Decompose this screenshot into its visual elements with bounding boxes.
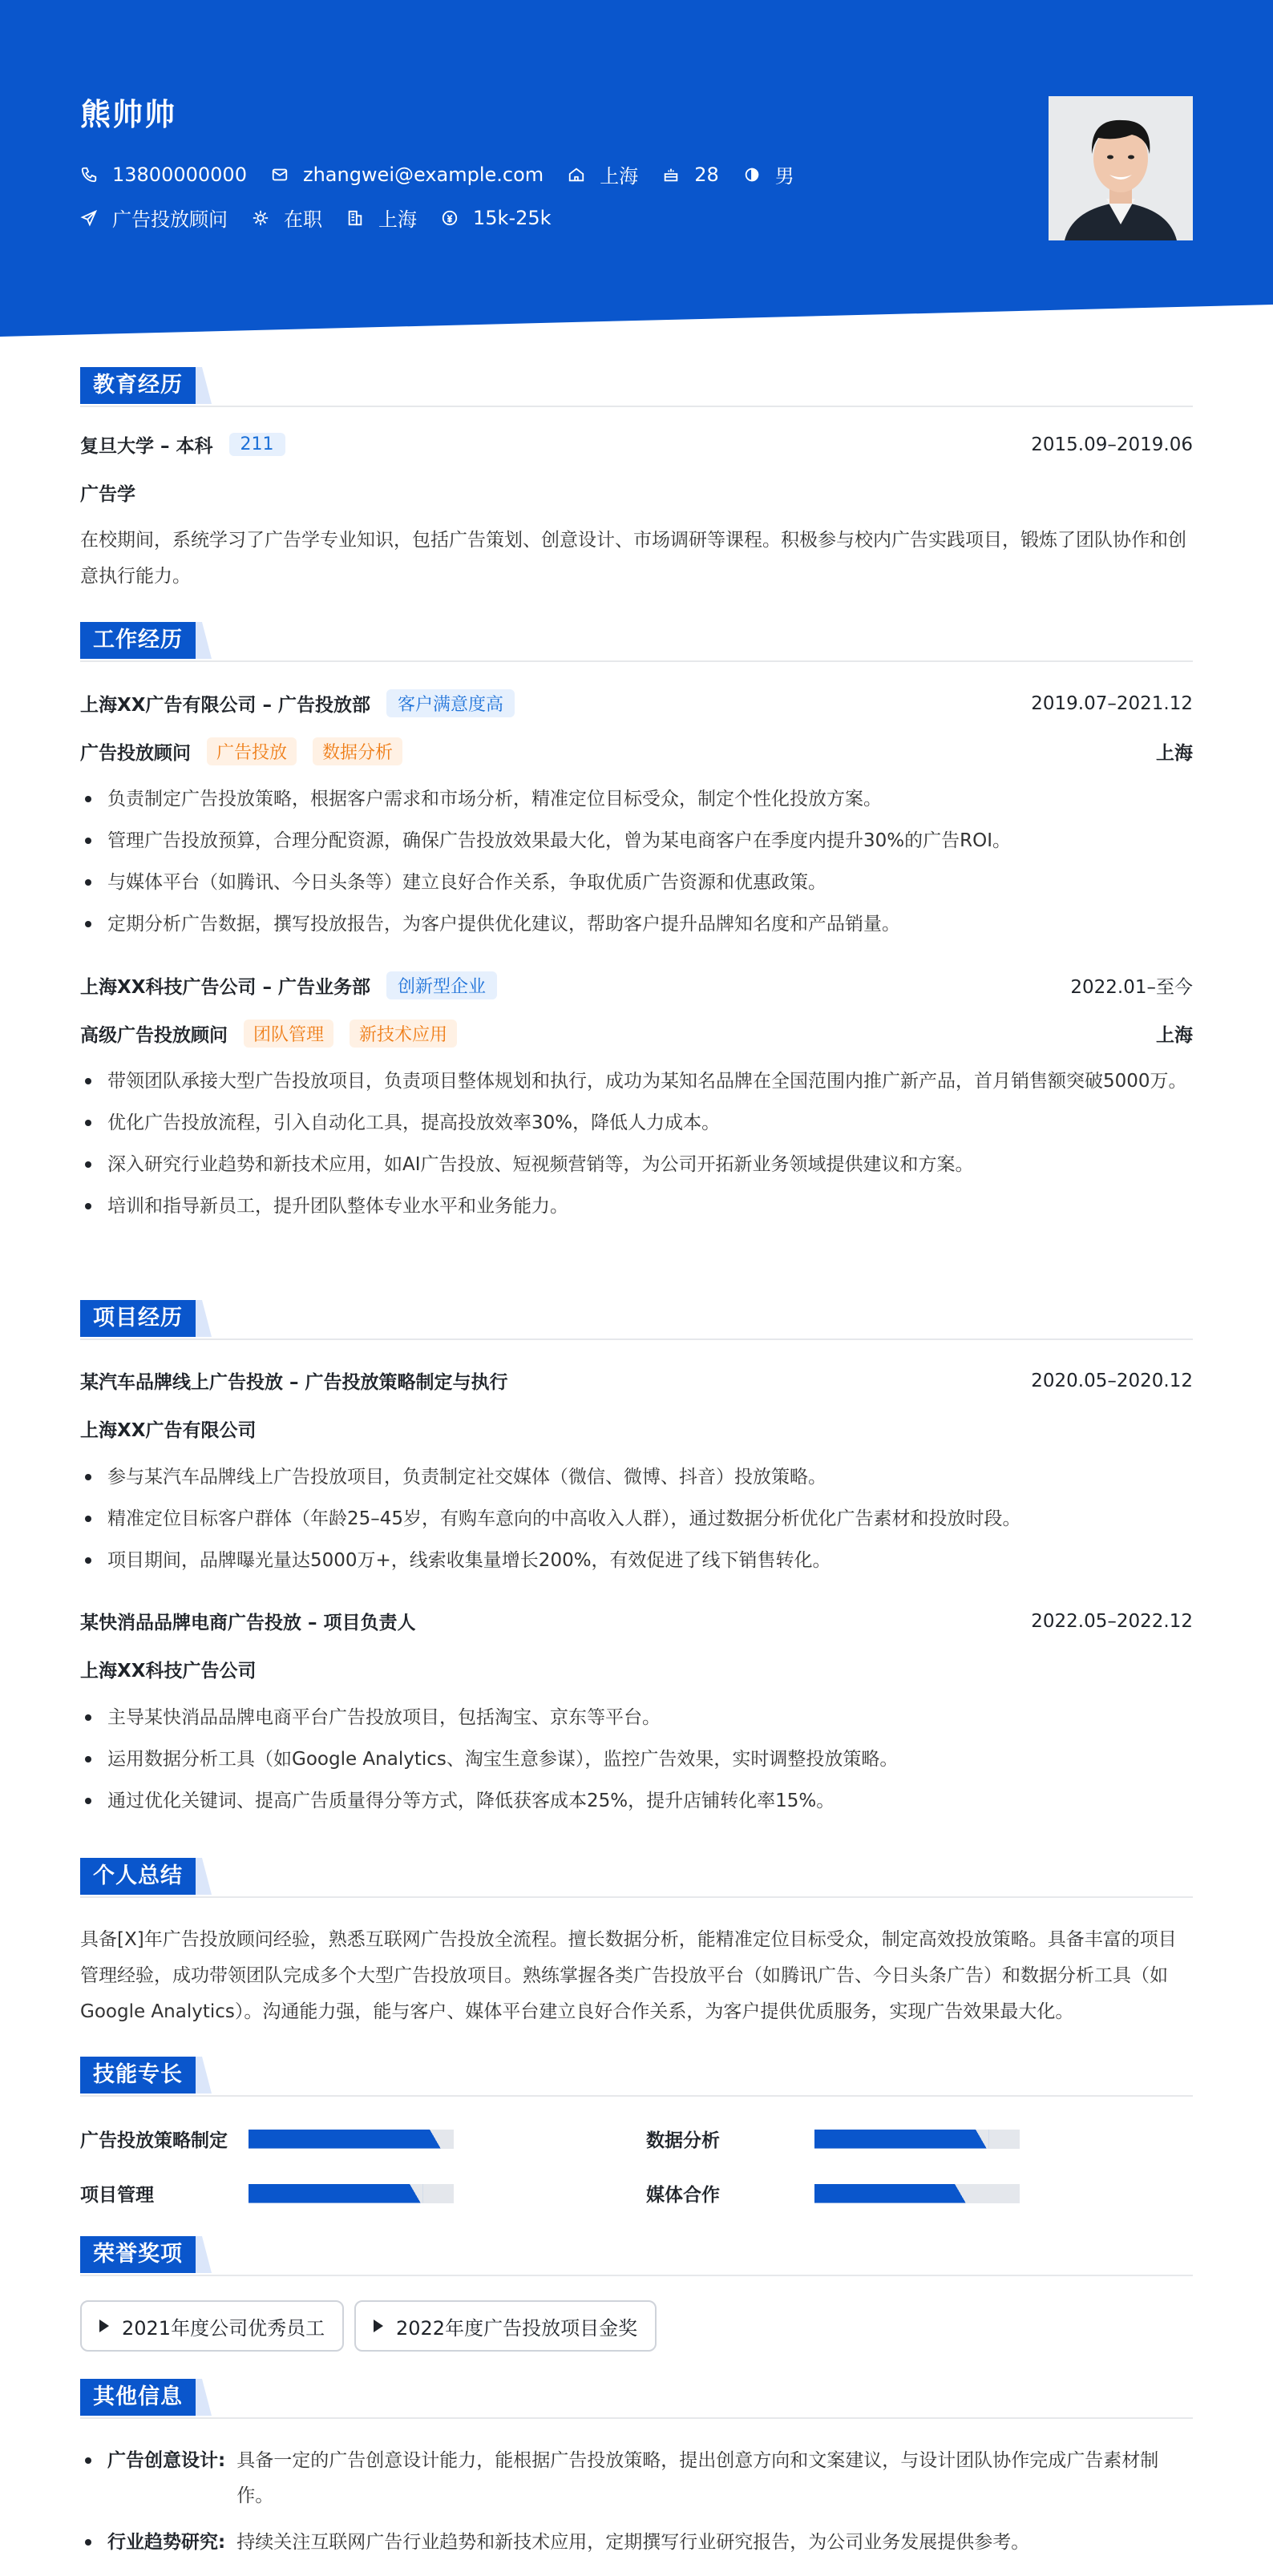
section-title-other: 其他信息 xyxy=(80,2379,196,2416)
other-info-key: 行业趋势研究: xyxy=(107,2532,226,2553)
education-header xyxy=(80,431,1193,458)
resume-header xyxy=(0,0,1273,337)
section-title-project: 项目经历 xyxy=(80,1300,196,1337)
work-1-header xyxy=(80,689,1193,717)
mail-icon xyxy=(271,166,289,184)
section-title-slant xyxy=(196,2236,212,2273)
other-info-value: 持续关注互联网广告行业趋势和新技术应用，定期撰写行业研究报告，为公司业务发展提供参考。 xyxy=(236,2532,1030,2553)
work-1-role: 广告投放顾问 xyxy=(80,743,191,764)
work-1-badge: 客户满意度高 xyxy=(386,689,515,717)
work-2-location: 上海 xyxy=(1156,1025,1193,1046)
work-1-company: 上海XX广告有限公司 – 广告投放部 xyxy=(80,695,370,716)
section-title-education: 教育经历 xyxy=(80,367,196,404)
gender-info xyxy=(743,160,794,188)
section-project xyxy=(80,1300,1193,1337)
list-item: 带领团队承接大型广告投放项目，负责项目整体规划和执行，成功为某知名品牌在全国范围内推广新产品，首月销售额突破5000万。 xyxy=(80,1064,1193,1098)
email-text: zhangwei@example.com xyxy=(302,163,544,186)
status-icon xyxy=(252,209,269,227)
skill-bar-fill xyxy=(249,2184,423,2203)
work-1-date: 2019.07–2021.12 xyxy=(1031,692,1193,714)
award-chip xyxy=(80,2300,344,2352)
section-title-slant xyxy=(196,622,212,659)
section-divider xyxy=(80,660,1193,662)
education-school: 复旦大学 – 本科 xyxy=(80,436,213,457)
section-divider xyxy=(80,1896,1193,1898)
section-divider xyxy=(80,2417,1193,2419)
section-work xyxy=(80,622,1193,659)
skill-bar xyxy=(814,2130,1020,2149)
hometown-text: 上海 xyxy=(600,165,639,188)
section-summary xyxy=(80,1858,1193,1895)
list-item: 精准定位目标客户群体（年龄25–45岁，有购车意向的中高收入人群），通过数据分析优化广告素材和投放时段。 xyxy=(80,1502,1193,1536)
section-title-slant xyxy=(196,2057,212,2094)
project-1-company-row xyxy=(80,1415,1193,1442)
summary-text: 具备[X]年广告投放顾问经验，熟悉互联网广告投放全流程。擅长数据分析，能精准定位目标受众，制定高效投放策略。具备丰富的项目管理经验，成功带领团队完成多个大型广告投放项目。熟练掌握各类广告投放平台（如腾讯广告、今日头条广告）和数据分析工具（如Google Analytics）。沟通能力强，能与客户、媒体平台建立良好合作关系，为客户提供优质服务，实现广告效果最大化。 xyxy=(80,1929,1177,2022)
section-divider xyxy=(80,406,1193,407)
project-1-title: 某汽车品牌线上广告投放 – 广告投放策略制定与执行 xyxy=(80,1372,508,1393)
home-icon xyxy=(568,166,585,184)
list-item: 深入研究行业趋势和新技术应用，如AI广告投放、短视频营销等，为公司开拓新业务领域提供建议和方案。 xyxy=(80,1148,1193,1181)
phone-info xyxy=(80,164,247,186)
other-info-key: 广告创意设计: xyxy=(107,2450,226,2471)
project-1-date: 2020.05–2020.12 xyxy=(1031,1370,1193,1391)
list-item: 主导某快消品品牌电商平台广告投放项目，包括淘宝、京东等平台。 xyxy=(80,1701,1193,1734)
section-awards xyxy=(80,2236,1193,2273)
project-2-title: 某快消品品牌电商广告投放 – 项目负责人 xyxy=(80,1613,416,1633)
hometown-info xyxy=(568,160,638,188)
section-title-slant xyxy=(196,1858,212,1895)
work-2-role: 高级广告投放顾问 xyxy=(80,1025,228,1046)
section-title-slant xyxy=(196,1300,212,1337)
skill-bar xyxy=(814,2184,1020,2203)
work-2-tag: 新技术应用 xyxy=(350,1019,457,1048)
play-icon xyxy=(374,2320,383,2332)
list-item: 定期分析广告数据，撰写投放报告，为客户提供优化建议，帮助客户提升品牌知名度和产品销量。 xyxy=(80,907,1193,941)
work-2-tag: 团队管理 xyxy=(244,1019,333,1048)
skill-name: 项目管理 xyxy=(80,2185,154,2206)
section-title-awards: 荣誉奖项 xyxy=(80,2236,196,2273)
job-target-info xyxy=(80,204,228,232)
section-divider xyxy=(80,2095,1193,2097)
skill-bar-fill xyxy=(814,2184,968,2203)
section-title-summary: 个人总结 xyxy=(80,1858,196,1895)
age-text: 28 xyxy=(694,163,719,186)
education-date: 2015.09–2019.06 xyxy=(1031,434,1193,455)
section-education xyxy=(80,367,1193,404)
contact-row xyxy=(80,160,818,188)
work-1-tag: 数据分析 xyxy=(313,737,402,765)
work-2-badge: 创新型企业 xyxy=(386,971,497,999)
list-item: 优化广告投放流程，引入自动化工具，提高投放效率30%，降低人力成本。 xyxy=(80,1106,1193,1140)
phone-icon xyxy=(80,166,98,184)
project-2-bullets xyxy=(80,1701,1193,1826)
list-item: 通过优化关键词、提高广告质量得分等方式，降低获客成本25%，提升店铺转化率15%。 xyxy=(80,1784,1193,1818)
email-info xyxy=(271,164,544,186)
status-info xyxy=(252,204,322,232)
list-item: 培训和指导新员工，提升团队整体专业水平和业务能力。 xyxy=(80,1189,1193,1223)
project-2-company-row xyxy=(80,1656,1193,1682)
work-1-bullets xyxy=(80,782,1193,949)
skill-item xyxy=(646,2126,1020,2152)
work-2-role-row xyxy=(80,1019,1193,1048)
cake-icon xyxy=(662,166,680,184)
section-title-skills: 技能专长 xyxy=(80,2057,196,2094)
gender-text: 男 xyxy=(774,165,794,188)
skill-bar-fill xyxy=(249,2130,443,2149)
skill-name: 广告投放策略制定 xyxy=(80,2130,228,2151)
status-text: 在职 xyxy=(284,208,322,231)
list-item: 参与某汽车品牌线上广告投放项目，负责制定社交媒体（微信、微博、抖音）投放策略。 xyxy=(80,1460,1193,1494)
award-label: 2021年度公司优秀员工 xyxy=(122,2316,325,2340)
gender-icon xyxy=(743,166,761,184)
award-chip xyxy=(354,2300,657,2352)
award-label: 2022年度广告投放项目金奖 xyxy=(396,2316,638,2340)
list-item xyxy=(80,2525,1193,2560)
city-text: 上海 xyxy=(378,208,417,231)
list-item: 负责制定广告投放策略，根据客户需求和市场分析，精准定位目标受众，制定个性化投放方案。 xyxy=(80,782,1193,816)
project-1-bullets xyxy=(80,1460,1193,1585)
project-2-company: 上海XX科技广告公司 xyxy=(80,1661,257,1682)
other-info-value: 具备一定的广告创意设计能力，能根据广告投放策略，提出创意方向和文案建议，与设计团队协作完成广告素材制作。 xyxy=(236,2450,1159,2506)
money-icon xyxy=(441,209,459,227)
profile-photo xyxy=(1049,96,1193,240)
project-1-header xyxy=(80,1367,1193,1394)
education-description: 在校期间，系统学习了广告学专业知识，包括广告策划、创意设计、市场调研等课程。积极参与校内广告实践项目，锻炼了团队协作和创意执行能力。 xyxy=(80,530,1186,587)
project-2-date: 2022.05–2022.12 xyxy=(1031,1610,1193,1632)
job-target-text: 广告投放顾问 xyxy=(112,208,228,231)
work-1-location: 上海 xyxy=(1156,743,1193,764)
play-icon xyxy=(99,2320,109,2332)
work-2-date: 2022.01–至今 xyxy=(1070,977,1193,998)
section-divider xyxy=(80,1338,1193,1340)
age-info xyxy=(662,164,719,186)
skill-name: 数据分析 xyxy=(646,2130,720,2151)
building-icon xyxy=(346,209,364,227)
phone-text: 13800000000 xyxy=(112,163,247,186)
section-title-work: 工作经历 xyxy=(80,622,196,659)
skill-item xyxy=(646,2180,1020,2207)
list-item: 项目期间，品牌曝光量达5000万+，线索收集量增长200%，有效促进了线下销售转化。 xyxy=(80,1544,1193,1577)
project-1-company: 上海XX广告有限公司 xyxy=(80,1420,257,1441)
education-badge: 211 xyxy=(229,433,285,456)
skill-bar xyxy=(249,2184,454,2203)
project-2-header xyxy=(80,1608,1193,1634)
section-divider xyxy=(80,2275,1193,2276)
salary-info xyxy=(441,207,552,229)
section-other xyxy=(80,2379,1193,2416)
list-item: 运用数据分析工具（如Google Analytics、淘宝生意参谋），监控广告效果，实时调整投放策略。 xyxy=(80,1742,1193,1776)
skill-name: 媒体合作 xyxy=(646,2185,720,2206)
list-item: 与媒体平台（如腾讯、今日头条等）建立良好合作关系，争取优质广告资源和优惠政策。 xyxy=(80,866,1193,899)
skill-bar xyxy=(249,2130,454,2149)
section-skills xyxy=(80,2057,1193,2094)
skill-item xyxy=(80,2180,454,2207)
work-1-role-row xyxy=(80,737,1193,765)
job-row xyxy=(80,204,576,232)
section-title-slant xyxy=(196,2379,212,2416)
skill-item xyxy=(80,2126,454,2152)
salary-text: 15k-25k xyxy=(473,206,552,229)
send-icon xyxy=(80,209,98,227)
work-2-company: 上海XX科技广告公司 – 广告业务部 xyxy=(80,977,370,998)
work-1-tag: 广告投放 xyxy=(207,737,297,765)
other-info-list xyxy=(80,2443,1193,2560)
list-item xyxy=(80,2443,1193,2513)
work-2-header xyxy=(80,971,1193,999)
city-info xyxy=(346,204,417,232)
section-title-slant xyxy=(196,367,212,404)
candidate-name: 熊帅帅 xyxy=(80,97,177,132)
education-major-row xyxy=(80,479,1193,506)
work-2-bullets xyxy=(80,1064,1193,1231)
skill-bar-fill xyxy=(814,2130,989,2149)
education-major: 广告学 xyxy=(80,484,135,505)
list-item: 管理广告投放预算，合理分配资源，确保广告投放效果最大化，曾为某电商客户在季度内提升30%的广告ROI。 xyxy=(80,824,1193,858)
